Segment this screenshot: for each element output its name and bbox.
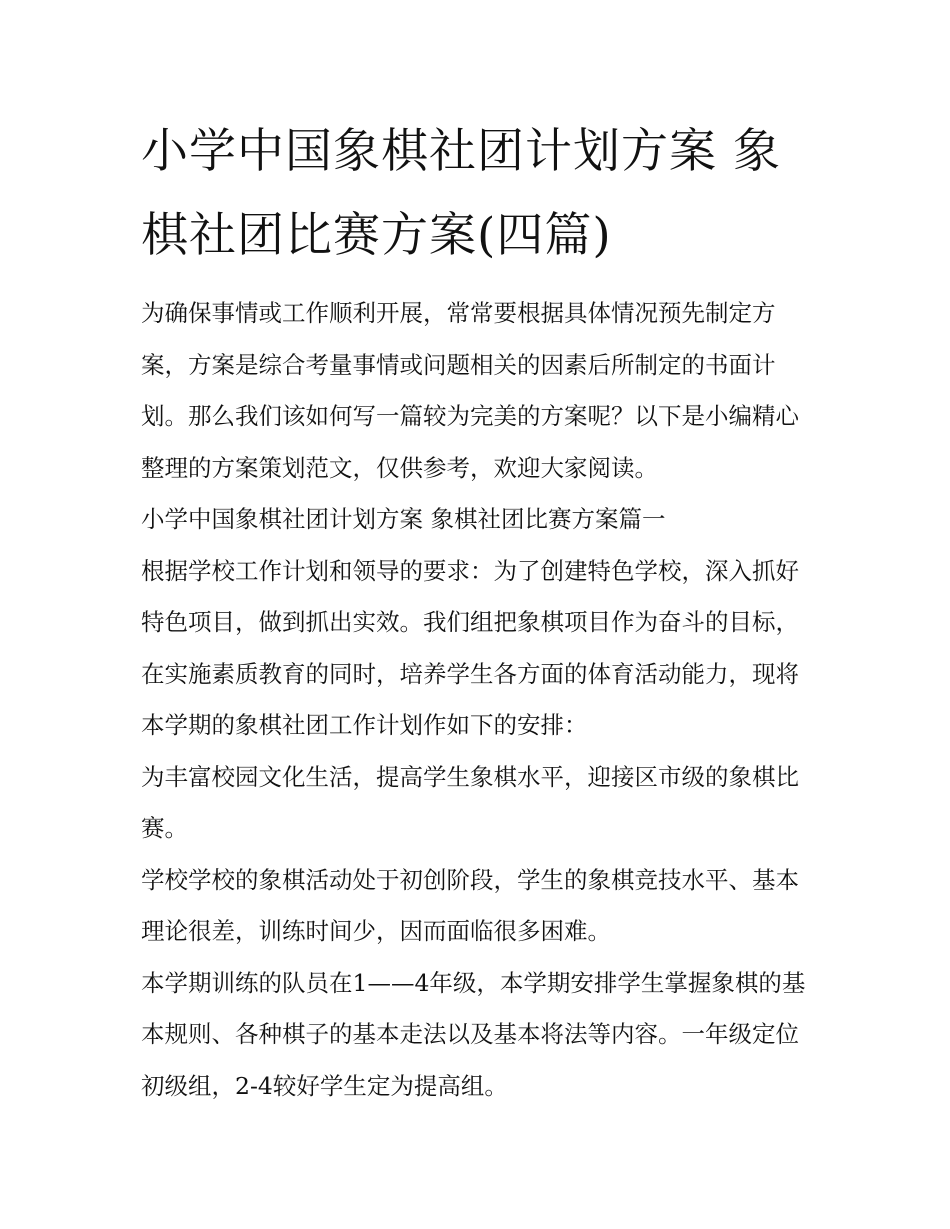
document-page [141, 110, 813, 1112]
paragraph-training: 本学期训练的队员在1——4年级，本学期安排学生掌握象棋的基本规则、各种棋子的基本走法以及基本将法等内容。一年级定位初级组，2-4较好学生定为提高组。 [141, 968, 806, 1100]
paragraph-situation: 学校学校的象棋活动处于初创阶段，学生的象棋竞技水平、基本理论很差，训练时间少，因而面临很多困难。 [141, 865, 799, 945]
section-heading: 小学中国象棋社团计划方案 象棋社团比赛方案篇一 [141, 505, 666, 533]
paragraph-intro: 为确保事情或工作顺利开展，常常要根据具体情况预先制定方案，方案是综合考量事情或问题相关的因素后所制定的书面计划。那么我们该如何写一篇较为完美的方案呢？以下是小编精心整理的方案策划范文，仅供参考，欢迎大家阅读。 [141, 299, 799, 482]
paragraph-goal: 为丰富校园文化生活，提高学生象棋水平，迎接区市级的象棋比赛。 [141, 762, 799, 842]
paragraph-plan: 根据学校工作计划和领导的要求：为了创建特色学校，深入抓好特色项目，做到抓出实效。我们组把象棋项目作为奋斗的目标，在实施素质教育的同时，培养学生各方面的体育活动能力，现将本学期的象棋社团工作计划作如下的安排： [141, 556, 799, 739]
document-body [141, 288, 813, 1112]
document-title: 小学中国象棋社团计划方案 象棋社团比赛方案(四篇) [141, 124, 781, 263]
